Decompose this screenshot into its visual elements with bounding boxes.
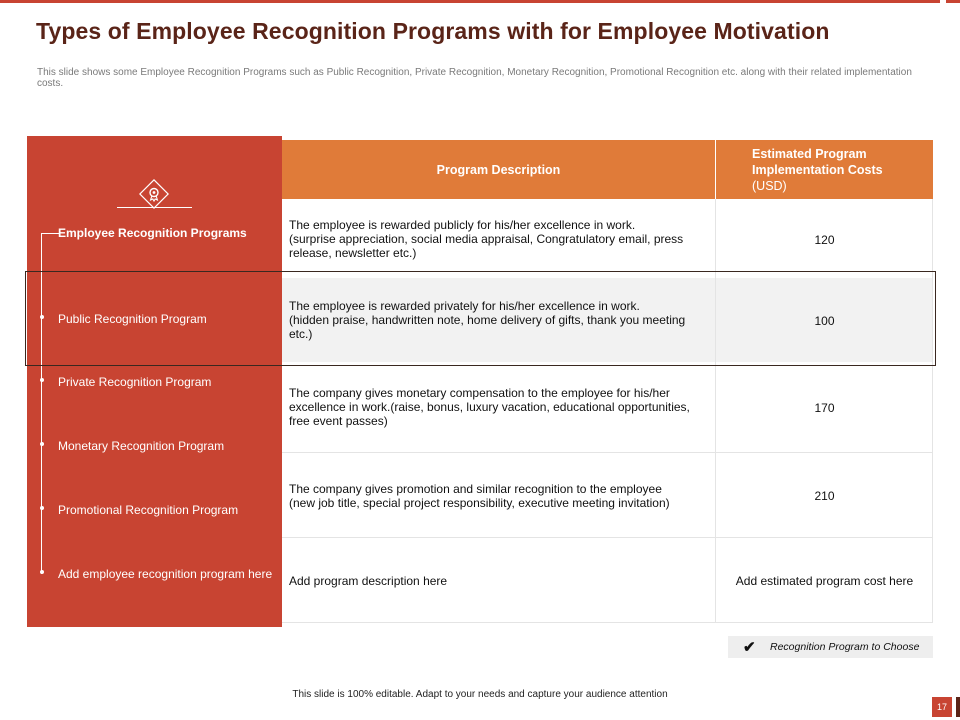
description-line: The company gives monetary compensation to the employee for his/her [289,386,670,400]
slide-subtitle: This slide shows some Employee Recognition Programs such as Public Recognition, Private Recognition, Monetary Recognition, Promotional Recognition etc. along with their related implementation costs. [37,67,912,89]
column-header-description [282,140,715,199]
description-line: (surprise appreciation, social media appraisal, Congratulatory email, press [289,232,684,246]
description-line: release, newsletter etc.) [289,246,417,260]
table-row-private-cost: 100 [814,314,835,328]
column-header-description-label: Program Description [436,162,561,177]
selected-row-highlight-frame [25,271,936,366]
sidebar-item-monetary-recognition: Monetary Recognition Program [58,439,225,453]
legend-label: Recognition Program to Choose [770,641,920,653]
column-header-cost-line3: (USD) [752,179,787,193]
description-line: etc.) [289,327,313,341]
timeline-dot [40,378,44,382]
top-accent-bar [0,0,940,3]
row-separator [282,622,933,623]
timeline-dot [40,570,44,574]
column-header-cost-line2: Implementation Costs [752,163,883,177]
table-row-public-cost: 120 [814,233,835,247]
table-row-add-description: Add program description here [289,574,448,588]
slide-title: Types of Employee Recognition Programs with for Employee Motivation [36,18,830,44]
description-line: The employee is rewarded privately for his/her excellence in work. [289,299,640,313]
table-row-add-cost: Add estimated program cost here [735,574,914,588]
row-separator [282,537,933,538]
timeline-dot [40,442,44,446]
sidebar-item-promotional-recognition: Promotional Recognition Program [58,503,239,517]
sidebar-item-public-recognition: Public Recognition Program [58,312,207,326]
table-row-monetary-cost: 170 [814,401,835,415]
description-line: The employee is rewarded publicly for his/her excellence in work. [289,218,636,232]
table-row-promotional-description [282,482,715,510]
table-row-monetary-description [282,386,715,428]
page-edge-accent [956,697,960,717]
timeline-connector [41,233,59,234]
footer-note: This slide is 100% editable. Adapt to your needs and capture your audience attention [292,689,668,700]
description-line: (hidden praise, handwritten note, home delivery of gifts, thank you meeting [289,313,686,327]
column-header-cost-line1: Estimated Program [752,147,867,161]
description-line: free event passes) [289,414,388,428]
row-separator [282,452,933,453]
sidebar-item-private-recognition: Private Recognition Program [58,375,212,389]
sidebar-item-add-program: Add employee recognition program here [58,567,273,581]
award-badge-icon [137,177,171,211]
emblem-underline [117,207,192,208]
table-row-promotional-cost: 210 [814,489,835,503]
table-row-public-description [282,218,715,260]
description-line: (new job title, special project responsibility, executive meeting invitation) [289,496,670,510]
legend-box [728,636,933,658]
page-number: 17 [932,697,952,717]
timeline-dot [40,506,44,510]
description-line: The company gives promotion and similar recognition to the employee [289,482,662,496]
sidebar-heading: Employee Recognition Programs [58,226,247,240]
description-line: excellence in work.(raise, bonus, luxury vacation, educational opportunities, [289,400,690,414]
checkmark-icon: ✔ [743,639,756,656]
column-header-cost [716,140,933,199]
top-accent-bar-end [946,0,960,3]
